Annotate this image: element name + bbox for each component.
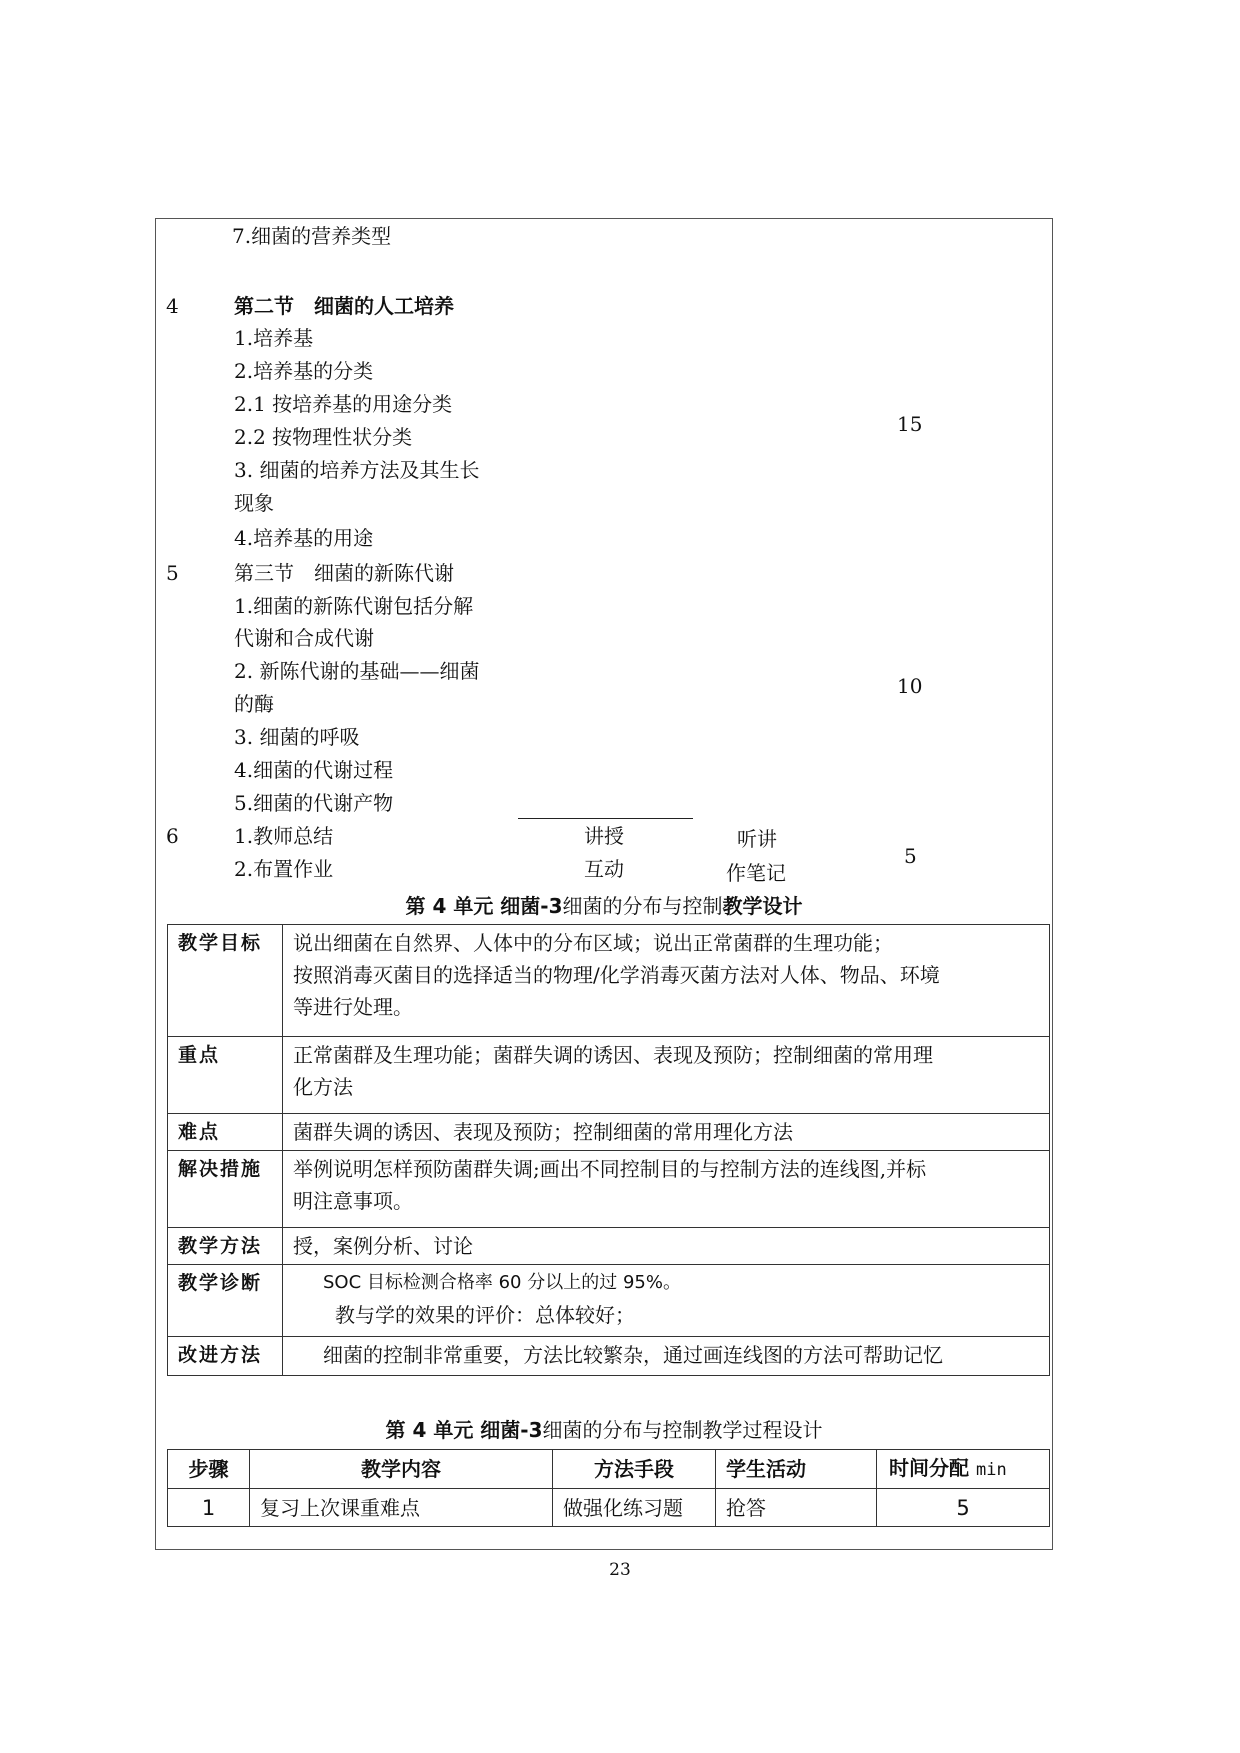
step-5-line: 3. 细菌的呼吸 [234, 725, 360, 749]
design-row-improvement [168, 1337, 1050, 1376]
step-4-line: 2.培养基的分类 [234, 359, 374, 383]
value-difficulties: 菌群失调的诱因、表现及预防；控制细菌的常用理化方法 [283, 1114, 1050, 1151]
step-5-line: 2. 新陈代谢的基础——细菌 [234, 659, 480, 683]
step-6-number: 6 [166, 824, 179, 848]
process-row-content: 复习上次课重难点 [250, 1489, 553, 1527]
label-key-points: 重点 [168, 1037, 283, 1114]
header-method: 方法手段 [553, 1450, 716, 1489]
label-objectives: 教学目标 [168, 925, 283, 1037]
design-table [167, 924, 1050, 1376]
step-6-method: 讲授 [584, 824, 624, 848]
design-row-key-points [168, 1037, 1050, 1114]
label-difficulties: 难点 [168, 1114, 283, 1151]
step-4-line: 1.培养基 [234, 326, 314, 350]
step-5-line: 1.细菌的新陈代谢包括分解 [234, 594, 474, 618]
design-row-solutions [168, 1151, 1050, 1228]
design-row-methods [168, 1228, 1050, 1265]
process-row-activity: 抢答 [716, 1489, 877, 1527]
process-table [167, 1449, 1050, 1527]
value-improvement: 细菌的控制非常重要，方法比较繁杂，通过画连线图的方法可帮助记忆 [283, 1337, 1050, 1376]
process-header-row [168, 1450, 1050, 1489]
pre-item: 7.细菌的营养类型 [232, 224, 392, 248]
step-6-activity: 听讲 [737, 827, 777, 851]
cell-divider [518, 818, 693, 819]
label-methods: 教学方法 [168, 1228, 283, 1265]
value-methods: 授，案例分析、讨论 [283, 1228, 1050, 1265]
process-title-rest: 细菌的分布与控制教学过程设计 [542, 1418, 823, 1442]
step-5-line: 5.细菌的代谢产物 [234, 791, 394, 815]
header-time: 时间分配 min [877, 1450, 1050, 1489]
design-row-difficulties [168, 1114, 1050, 1151]
process-row-method: 做强化练习题 [553, 1489, 716, 1527]
step-4-time: 15 [897, 412, 923, 436]
step-6-method: 互动 [584, 857, 624, 881]
process-title-prefix: 第 4 单元 细菌-3 [385, 1418, 543, 1442]
step-5-line: 4.细菌的代谢过程 [234, 758, 394, 782]
process-title [155, 1418, 1053, 1442]
label-solutions: 解决措施 [168, 1151, 283, 1228]
label-improvement: 改进方法 [168, 1337, 283, 1376]
step-4-line: 3. 细菌的培养方法及其生长 [234, 458, 480, 482]
design-title-prefix: 第 4 单元 细菌-3 [405, 894, 563, 918]
process-row-step: 1 [168, 1489, 250, 1527]
design-title-suffix: 教学设计 [722, 894, 803, 918]
design-title-middle: 细菌的分布与控制 [562, 894, 723, 918]
step-6-line: 1.教师总结 [234, 824, 334, 848]
value-objectives: 说出细菌在自然界、人体中的分布区域；说出正常菌群的生理功能； 按照消毒灭菌目的选择适当的物理/化学消毒灭菌方法对人体、物品、环境 等进行处理。 [283, 925, 1050, 1037]
step-6-line: 2.布置作业 [234, 857, 334, 881]
header-step: 步骤 [168, 1450, 250, 1489]
step-5-section-title: 第三节 细菌的新陈代谢 [234, 561, 454, 585]
header-time-unit: min [975, 1460, 1007, 1480]
step-4-line: 现象 [234, 491, 274, 515]
step-4-line: 2.2 按物理性状分类 [234, 425, 413, 449]
step-5-line: 的酶 [234, 692, 274, 716]
header-activity: 学生活动 [716, 1450, 877, 1489]
step-6-time: 5 [904, 844, 917, 868]
step-4-number: 4 [166, 294, 179, 318]
process-row-time: 5 [877, 1489, 1050, 1527]
step-5-time: 10 [897, 674, 923, 698]
step-6-activity: 作笔记 [726, 861, 786, 885]
label-diagnosis: 教学诊断 [168, 1265, 283, 1337]
step-4-line: 4.培养基的用途 [234, 526, 374, 550]
step-4-section-title: 第二节 细菌的人工培养 [234, 294, 454, 318]
step-4-line: 2.1 按培养基的用途分类 [234, 392, 453, 416]
step-5-number: 5 [166, 561, 179, 585]
design-title [155, 894, 1053, 918]
process-row [168, 1489, 1050, 1527]
header-content: 教学内容 [250, 1450, 553, 1489]
value-solutions: 举例说明怎样预防菌群失调;画出不同控制目的与控制方法的连线图,并标 明注意事项。 [283, 1151, 1050, 1228]
step-5-line: 代谢和合成代谢 [234, 626, 374, 650]
value-diagnosis: SOC 目标检测合格率 60 分以上的过 95%。 教与学的效果的评价：总体较好； [283, 1265, 1050, 1337]
page-number: 23 [609, 1560, 631, 1580]
value-key-points: 正常菌群及生理功能；菌群失调的诱因、表现及预防；控制细菌的常用理 化方法 [283, 1037, 1050, 1114]
design-row-diagnosis [168, 1265, 1050, 1337]
design-row-objectives [168, 925, 1050, 1037]
